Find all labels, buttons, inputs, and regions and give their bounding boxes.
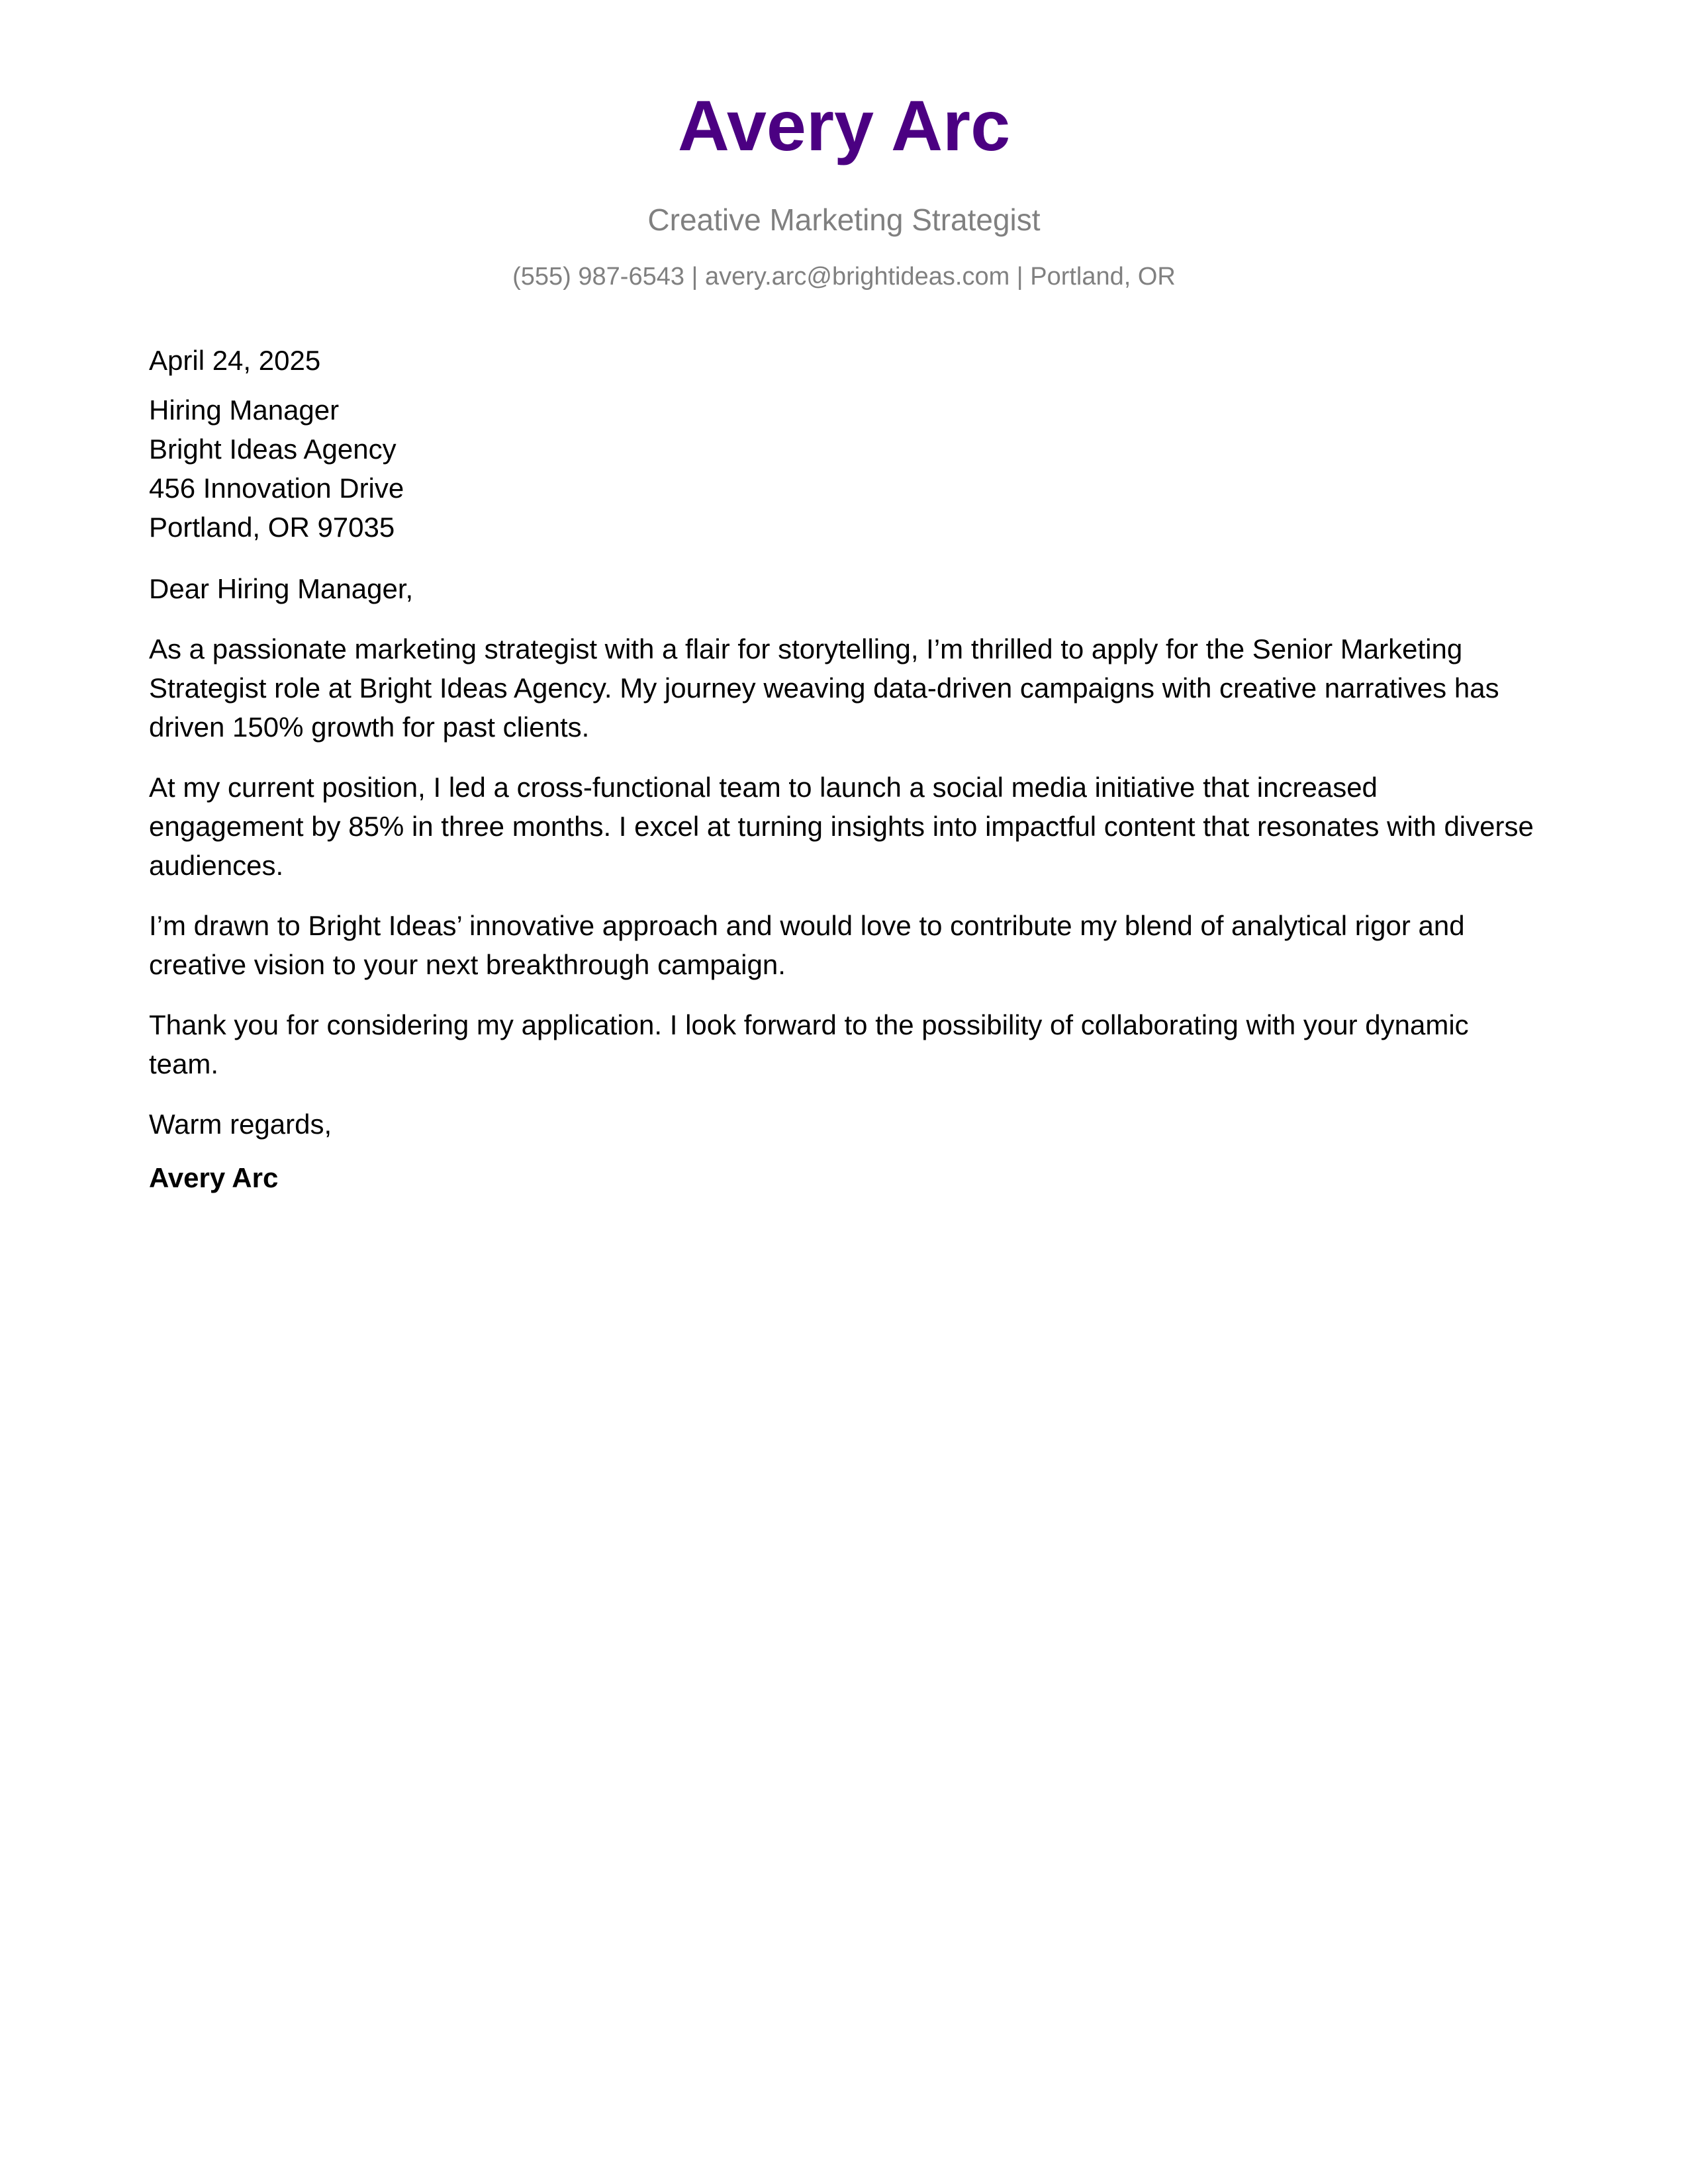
applicant-title: Creative Marketing Strategist xyxy=(647,203,1041,237)
salutation: Dear Hiring Manager, xyxy=(149,573,414,604)
letter-date: April 24, 2025 xyxy=(149,345,321,376)
body-paragraph: As a passionate marketing strategist with a flair for storytelling, I’m thrilled to apply for the Senior Marketing Strategist role at Bright Ideas Agency. My journey weaving data-driven campaigns with creative narratives has driven 150% growth for past clients. xyxy=(149,633,1499,743)
recipient-address xyxy=(149,390,1539,547)
body-paragraph: At my current position, I led a cross-functional team to launch a social media initiative that increased engagement by 85% in three months. I excel at turning insights into impactful content that resonates with diverse audiences. xyxy=(149,772,1534,881)
applicant-name: Avery Arc xyxy=(677,85,1011,165)
body-paragraph: I’m drawn to Bright Ideas’ innovative approach and would love to contribute my blend of analytical rigor and creative vision to your next breakthrough campaign. xyxy=(149,910,1465,980)
contact-line: (555) 987-6543 | avery.arc@brightideas.com | Portland, OR xyxy=(512,263,1176,291)
body-paragraph: Thank you for considering my application. I look forward to the possibility of collaborating with your dynamic team. xyxy=(149,1009,1469,1079)
recipient-line: Portland, OR 97035 xyxy=(149,512,395,543)
signature: Avery Arc xyxy=(149,1162,279,1193)
recipient-line: Hiring Manager xyxy=(149,394,340,426)
letter-body xyxy=(149,341,1539,1197)
recipient-line: 456 Innovation Drive xyxy=(149,473,404,504)
recipient-line: Bright Ideas Agency xyxy=(149,433,397,465)
closing: Warm regards, xyxy=(149,1109,332,1140)
